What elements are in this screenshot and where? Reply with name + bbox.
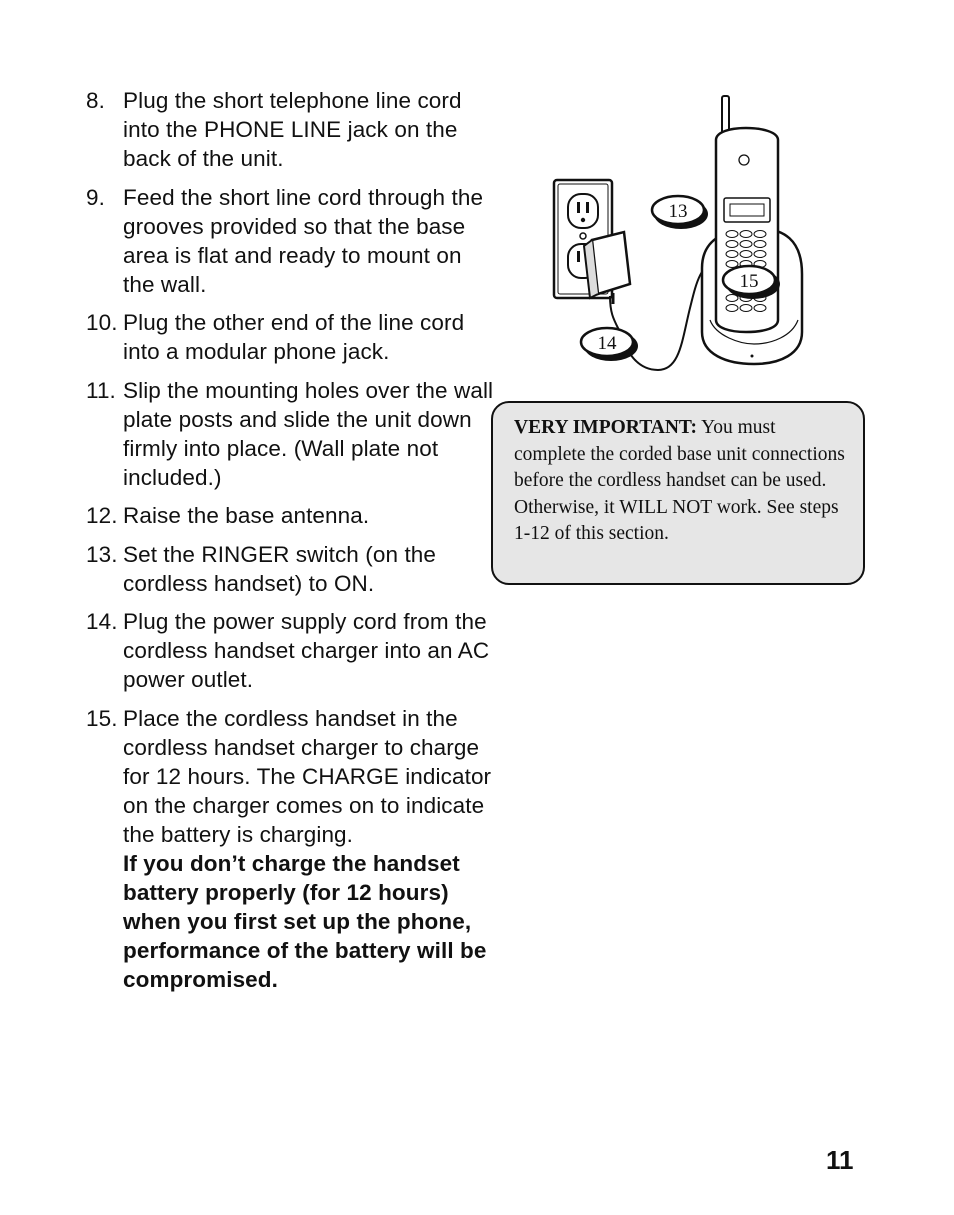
callout-label: 15 [739, 271, 759, 292]
step-14 [86, 607, 496, 694]
callout-13 [652, 196, 708, 229]
step-text: Raise the base antenna. [123, 503, 370, 528]
important-text: You must complete the corded base unit connections before the cordless handset can be used. Otherwise, it WILL NOT work. See steps 1-12 of this section. [514, 417, 845, 544]
step-text: Plug the power supply cord from the cordless handset charger into an AC power outlet. [123, 609, 490, 692]
callout-label: 13 [668, 201, 688, 222]
instruction-steps [86, 86, 496, 1003]
step-9 [86, 183, 496, 299]
step-11 [86, 376, 496, 492]
step-number: 9. [86, 184, 105, 210]
step-text: Place the cordless handset in the cordless handset charger to charge for 12 hours. The CHARGE indicator on the charger comes on to indicate the battery is charging. [123, 705, 492, 847]
step-number: 10. [86, 310, 118, 335]
step-number: 14. [86, 609, 118, 634]
step-text: Set the RINGER switch (on the cordless handset) to ON. [123, 541, 437, 596]
step-number: 8. [86, 88, 105, 113]
step-number: 11. [86, 377, 116, 403]
step-10 [86, 308, 496, 366]
callout-14 [581, 328, 638, 361]
callout-label: 14 [597, 333, 617, 354]
step-warning: If you don’t charge the handset battery properly (for 12 hours) when you first set up the phone, performance of the battery will be compromised. [123, 850, 487, 992]
step-15 [86, 704, 496, 994]
step-text: Plug the other end of the line cord into a modular phone jack. [123, 310, 465, 364]
step-number: 15. [86, 705, 118, 731]
important-notice [491, 401, 865, 585]
step-text: Plug the short telephone line cord into the PHONE LINE jack on the back of the unit. [123, 88, 462, 171]
step-8 [86, 86, 496, 173]
step-number: 13. [86, 541, 118, 567]
step-number: 12. [86, 503, 118, 528]
phone-setup-illustration [540, 88, 860, 378]
page-number: 11 [826, 1145, 854, 1175]
important-lead: VERY IMPORTANT: [514, 417, 697, 438]
step-text: Feed the short line cord through the grooves provided so that the base area is flat and ready to mount on the wall. [123, 184, 484, 297]
step-text: Slip the mounting holes over the wall plate posts and slide the unit down firmly into place. (Wall plate not included.) [123, 377, 494, 490]
step-12 [86, 501, 496, 530]
step-13 [86, 540, 496, 598]
